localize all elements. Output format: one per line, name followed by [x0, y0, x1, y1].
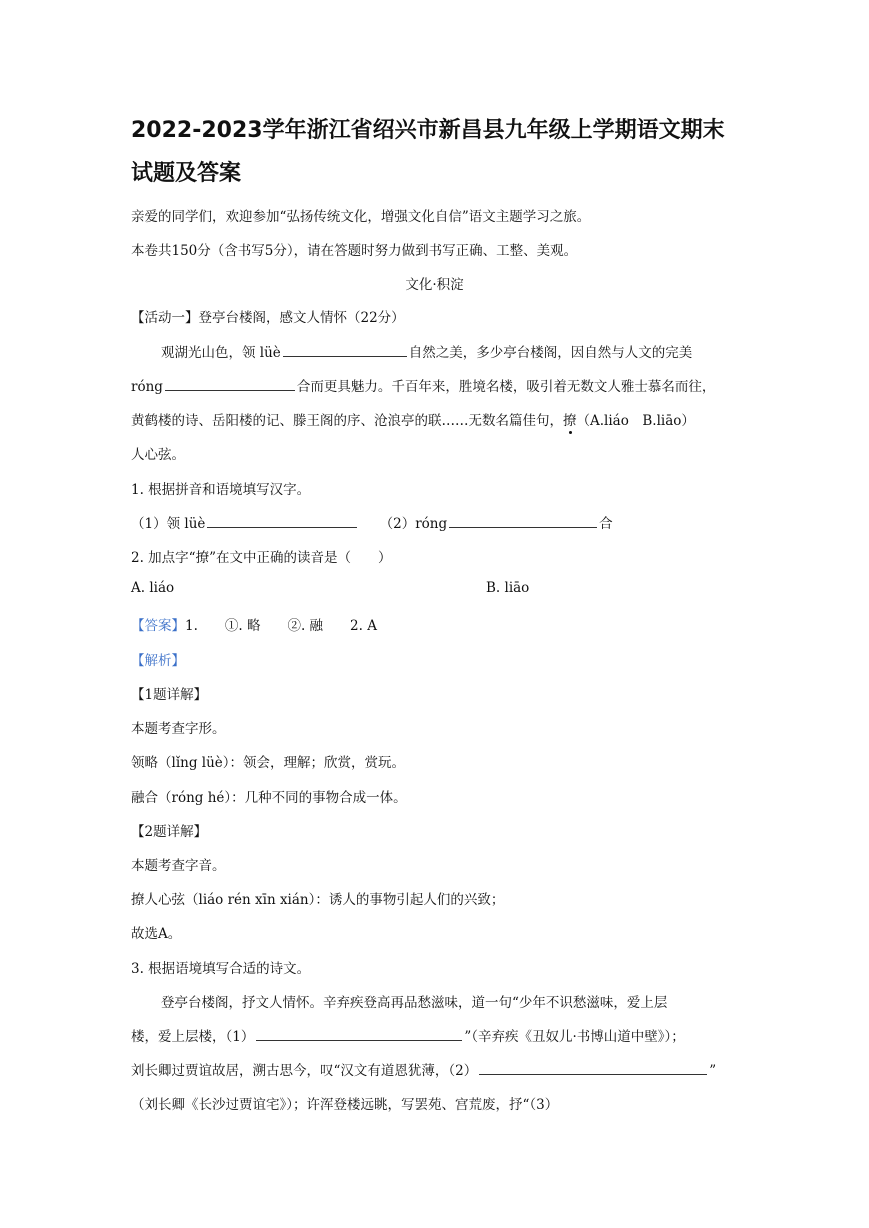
detail-1-heading: 【1题详解】 — [131, 687, 208, 703]
detail-1-line-3: 融合（róng hé）：几种不同的事物合成一体。 — [131, 790, 407, 806]
option-b: B. liāo — [486, 580, 530, 596]
activity-heading: 【活动一】登亭台楼阁，感文人情怀（22分） — [131, 310, 405, 326]
poem-blank-1[interactable] — [256, 1028, 462, 1041]
question-3-line-2 — [131, 1025, 685, 1045]
passage-text: （A.liáo B.liāo） — [576, 413, 695, 429]
passage-text: 自然之美，多少亭台楼阁，因自然与人文的完美 — [408, 345, 693, 361]
section-heading: 文化·积淀 — [405, 277, 464, 293]
intro-line-1: 亲爱的同学们，欢迎参加“弘扬传统文化，增强文化自信”语文主题学习之旅。 — [131, 209, 591, 225]
answer-blank[interactable] — [449, 515, 597, 528]
question-3-text: ”（辛弃疾《丑奴儿·书博山道中壁》）； — [464, 1029, 685, 1045]
document-title-line1: 2022-2023学年浙江省绍兴市新昌县九年级上学期语文期末 — [131, 118, 725, 143]
fill-blank[interactable] — [165, 378, 295, 391]
question-3-text: 楼，爱上层楼，（1） — [131, 1029, 255, 1045]
answer-line — [131, 614, 377, 634]
question-1-part-1: （1）领 lüè — [131, 516, 206, 532]
question-3-text: 刘长卿过贾谊故居，溯古思今，叹“汉文有道恩犹薄，（2） — [131, 1063, 478, 1079]
passage-line-2 — [131, 375, 715, 395]
detail-1-line-2: 领略（lǐng lüè）：领会，理解；欣赏，赏玩。 — [131, 755, 406, 771]
question-3-line-3 — [131, 1059, 716, 1079]
answer-tag: 【答案】 — [131, 618, 185, 634]
document-title-line2: 试题及答案 — [131, 161, 242, 186]
detail-2-line-3: 故选A。 — [131, 926, 182, 942]
detail-2-line-1: 本题考查字音。 — [131, 858, 226, 874]
detail-2-line-2: 撩人心弦（liáo rén xīn xián）：诱人的事物引起人们的兴致； — [131, 892, 505, 908]
detail-1-line-1: 本题考查字形。 — [131, 721, 226, 737]
answer-blank[interactable] — [207, 515, 357, 528]
analysis-tag: 【解析】 — [131, 653, 185, 669]
question-1-suffix: 合 — [599, 516, 613, 532]
passage-text: 黄鹤楼的诗、岳阳楼的记、滕王阁的序、沧浪亭的联……无数名篇佳句， — [131, 413, 563, 429]
passage-text: róng — [131, 379, 163, 395]
question-1: 1. 根据拼音和语境填写汉字。 — [131, 482, 311, 498]
passage-text: 合而更具魅力。千百年来，胜境名楼，吸引着无数文人雅士慕名而往， — [296, 379, 716, 395]
intro-line-2: 本卷共150分（含书写5分），请在答题时努力做到书写正确、工整、美观。 — [131, 243, 578, 259]
answer-text: 1. ①. 略 ②. 融 2. A — [185, 618, 377, 634]
question-3-line-4: （刘长卿《长沙过贾谊宅》）；许浑登楼远眺，写罢苑、宫荒废，抒“（3） — [131, 1097, 559, 1113]
dotted-character: 撩 — [563, 413, 577, 429]
question-1-part-2: （2）róng — [386, 516, 448, 532]
poem-blank-2[interactable] — [479, 1062, 707, 1075]
option-a: A. liáo — [131, 580, 175, 596]
passage-line-3 — [131, 409, 695, 429]
detail-2-heading: 【2题详解】 — [131, 824, 208, 840]
question-3-line-1: 登亭台楼阁，抒文人情怀。辛弃疾登高再品愁滋味，道一句“少年不识愁滋味，爱上层 — [161, 995, 668, 1011]
fill-blank[interactable] — [283, 344, 407, 357]
question-2: 2. 加点字“撩”在文中正确的读音是（ ） — [131, 550, 392, 566]
question-3: 3. 根据语境填写合适的诗文。 — [131, 961, 311, 977]
question-1-blanks — [131, 512, 613, 532]
passage-line-4: 人心弦。 — [131, 447, 185, 463]
passage-line-1 — [161, 341, 692, 361]
question-3-text: ” — [709, 1063, 717, 1079]
passage-text: 观湖光山色，领 lüè — [161, 345, 281, 361]
